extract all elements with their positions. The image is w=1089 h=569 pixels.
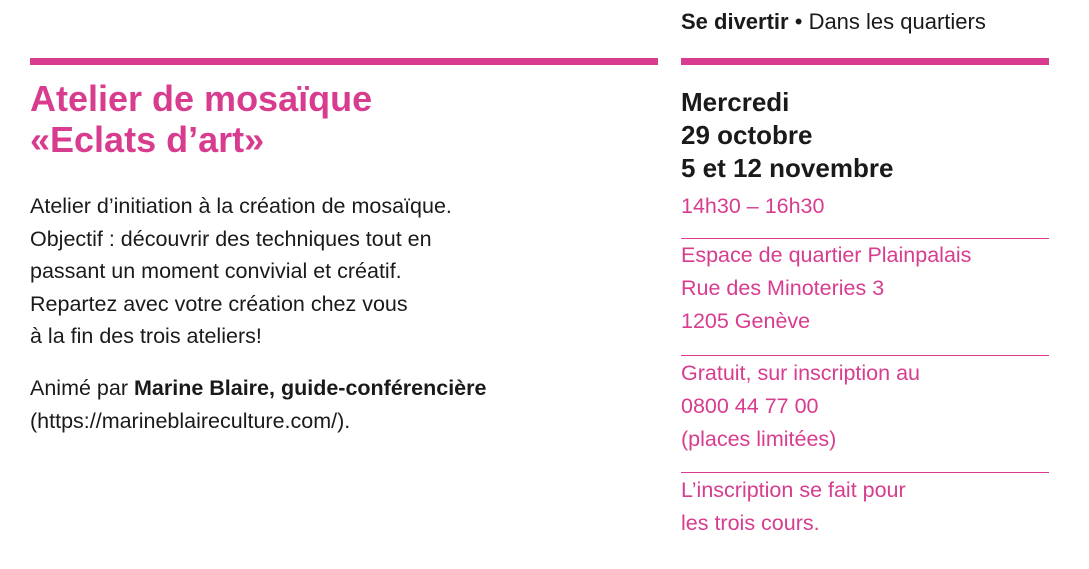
- location-line: Espace de quartier Plainpalais: [681, 243, 972, 267]
- event-location: [681, 239, 971, 338]
- description-line: Repartez avec votre création chez vous: [30, 291, 408, 316]
- event-description: [30, 190, 452, 353]
- registration-note: [681, 474, 906, 540]
- subcategory-label: Dans les quartiers: [808, 9, 986, 34]
- event-title: [30, 78, 372, 160]
- description-line: Objectif : découvrir des techniques tout en: [30, 226, 432, 251]
- divider: [681, 355, 1049, 356]
- event-price: [681, 357, 920, 456]
- category-line: [681, 8, 986, 36]
- phone-number: 0800 44 77 00: [681, 394, 819, 418]
- credit-prefix: Animé par: [30, 376, 128, 400]
- event-credit: [30, 372, 486, 437]
- divider: [681, 472, 1049, 473]
- date-line: 29 octobre: [681, 120, 813, 150]
- location-line: Rue des Minoteries 3: [681, 276, 885, 300]
- price-line: (places limitées): [681, 427, 837, 451]
- price-line: Gratuit, sur inscription au: [681, 361, 920, 385]
- event-time: [681, 190, 824, 223]
- category-separator: •: [794, 9, 803, 34]
- description-line: à la fin des trois ateliers!: [30, 324, 262, 348]
- description-line: passant un moment convivial et créatif.: [30, 259, 402, 283]
- note-line: L’inscription se fait pour: [681, 478, 906, 502]
- credit-url: (https://marineblaireculture.com/).: [30, 408, 351, 433]
- event-dates: [681, 86, 893, 185]
- right-header-rule: [681, 58, 1049, 65]
- credit-name: Marine Blaire, guide-conférencière: [133, 376, 487, 400]
- date-line: 5 et 12 novembre: [681, 153, 894, 183]
- event-title-line: Atelier de mosaïque: [30, 78, 373, 119]
- location-line: 1205 Genève: [681, 309, 811, 333]
- left-header-rule: [30, 58, 658, 65]
- date-line: Mercredi: [681, 87, 790, 117]
- event-title-line: «Eclats d’art»: [30, 119, 265, 160]
- note-line: les trois cours.: [681, 511, 820, 535]
- time-text: 14h30 – 16h30: [681, 194, 825, 218]
- description-line: Atelier d’initiation à la création de mosaïque.: [30, 194, 452, 218]
- category-label: Se divertir: [681, 9, 789, 34]
